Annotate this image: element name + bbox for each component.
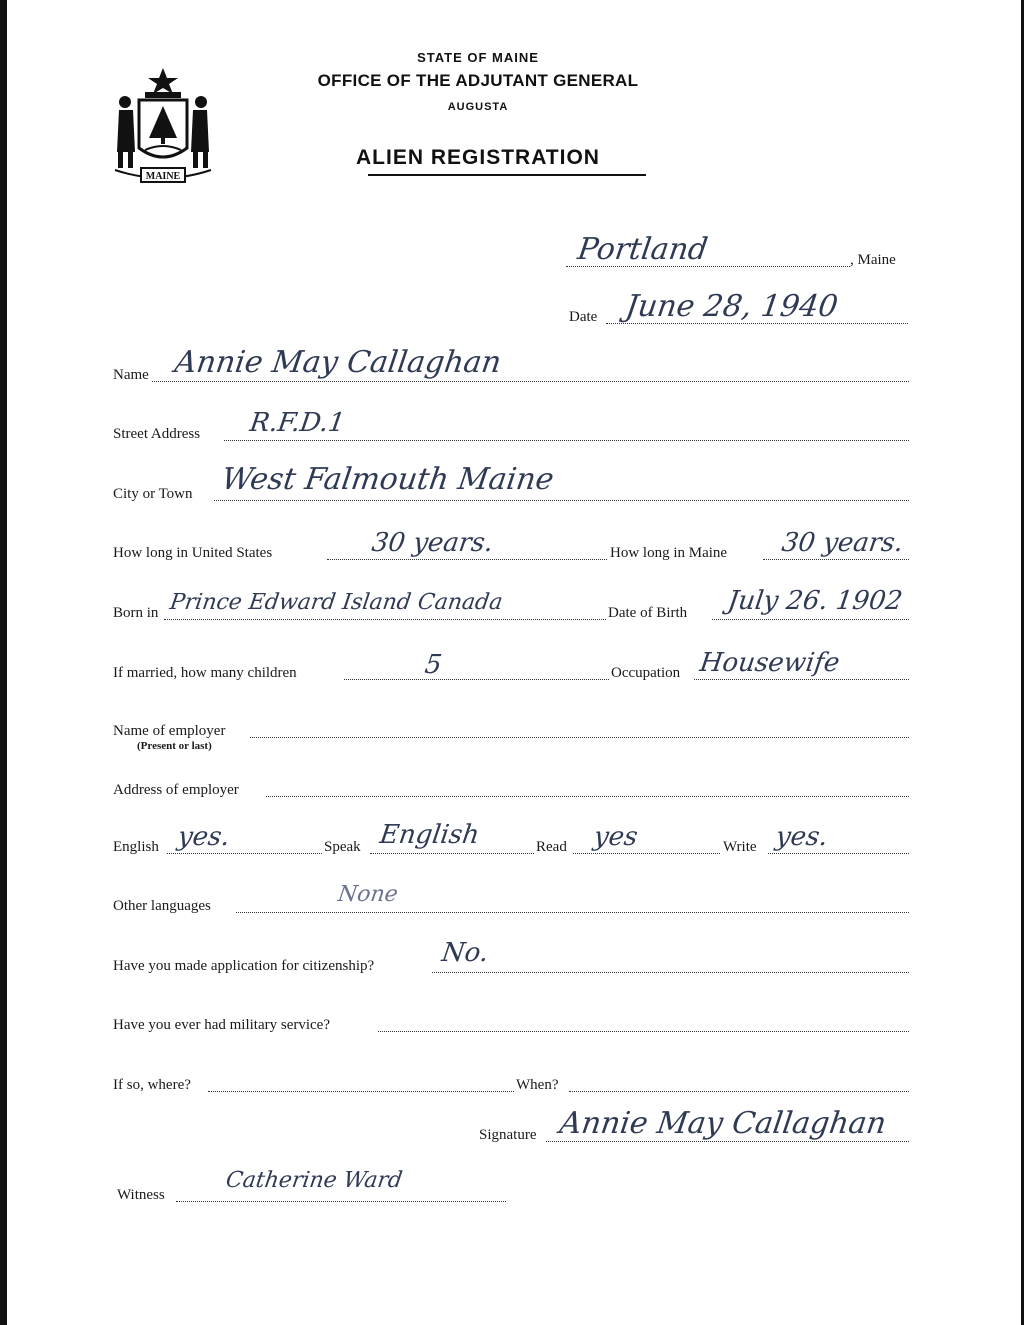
header-city: AUGUSTA — [447, 101, 509, 113]
street-entry: R.F.D.1 — [247, 408, 347, 438]
occupation-label: Occupation — [611, 665, 681, 681]
children-label: If married, how many children — [113, 665, 297, 681]
speak-entry: English — [377, 820, 482, 850]
citizenship-line — [432, 972, 909, 973]
children-line — [344, 679, 609, 680]
speak-label: Speak — [324, 839, 361, 855]
witness-entry: Catherine Ward — [224, 1168, 404, 1193]
seal-text: MAINE — [145, 171, 181, 182]
where-line — [208, 1091, 514, 1092]
where-label: If so, where? — [113, 1077, 191, 1093]
place-entry: Portland — [575, 232, 710, 267]
header-office: OFFICE OF THE ADJUTANT GENERAL — [317, 71, 639, 90]
header-state: STATE OF MAINE — [417, 50, 539, 65]
employer-note: (Present or last) — [137, 740, 212, 752]
citizenship-entry: No. — [439, 938, 491, 968]
city-label: City or Town — [113, 486, 193, 502]
date-of-birth-entry: July 26. 1902 — [725, 586, 905, 616]
title-underline — [368, 174, 646, 176]
date-of-birth-label: Date of Birth — [608, 605, 688, 621]
write-label: Write — [723, 839, 757, 855]
how-long-maine-label: How long in Maine — [610, 545, 728, 561]
occupation-line — [694, 679, 909, 680]
write-entry: yes. — [773, 822, 830, 852]
english-entry: yes. — [175, 822, 232, 852]
date-entry: June 28, 1940 — [623, 289, 841, 324]
signature-label: Signature — [479, 1127, 537, 1143]
employer-label: Name of employer — [113, 723, 226, 739]
how-long-us-line — [327, 559, 607, 560]
write-line — [768, 853, 909, 854]
form-title: ALIEN REGISTRATION — [356, 146, 600, 169]
name-label: Name — [113, 367, 149, 383]
born-in-entry: Prince Edward Island Canada — [168, 590, 505, 615]
date-of-birth-line — [712, 619, 909, 620]
children-entry: 5 — [422, 650, 444, 680]
when-line — [569, 1091, 909, 1092]
read-label: Read — [536, 839, 567, 855]
english-line — [167, 853, 322, 854]
employer-address-label: Address of employer — [113, 782, 239, 798]
signature-entry: Annie May Callaghan — [557, 1106, 889, 1141]
other-languages-label: Other languages — [113, 898, 211, 914]
name-entry: Annie May Callaghan — [172, 345, 504, 380]
how-long-maine-line — [763, 559, 909, 560]
born-in-line — [164, 619, 606, 620]
read-entry: yes — [591, 822, 640, 852]
street-label: Street Address — [113, 426, 201, 442]
witness-label: Witness — [117, 1187, 165, 1203]
name-line — [152, 381, 909, 382]
read-line — [573, 853, 720, 854]
military-label: Have you ever had military service? — [113, 1017, 330, 1033]
witness-line — [176, 1201, 506, 1202]
maine-label: , Maine — [850, 252, 896, 268]
english-label: English — [113, 839, 159, 855]
signature-line — [546, 1141, 909, 1142]
occupation-entry: Housewife — [697, 648, 842, 678]
date-label: Date — [569, 309, 598, 325]
citizenship-label: Have you made application for citizenship? — [113, 958, 375, 974]
how-long-us-label: How long in United States — [113, 545, 273, 561]
speak-line — [370, 853, 534, 854]
other-languages-line — [236, 912, 909, 913]
other-languages-entry: None — [336, 882, 400, 907]
employer-address-line — [266, 796, 909, 797]
military-line — [378, 1031, 909, 1032]
when-label: When? — [516, 1077, 559, 1093]
city-entry: West Falmouth Maine — [219, 462, 556, 497]
how-long-maine-entry: 30 years. — [779, 528, 906, 558]
city-line — [214, 500, 909, 501]
scan-edge-left — [0, 0, 7, 1325]
employer-line — [250, 737, 909, 738]
born-in-label: Born in — [113, 605, 159, 621]
street-line — [224, 440, 909, 441]
how-long-us-entry: 30 years. — [369, 528, 496, 558]
